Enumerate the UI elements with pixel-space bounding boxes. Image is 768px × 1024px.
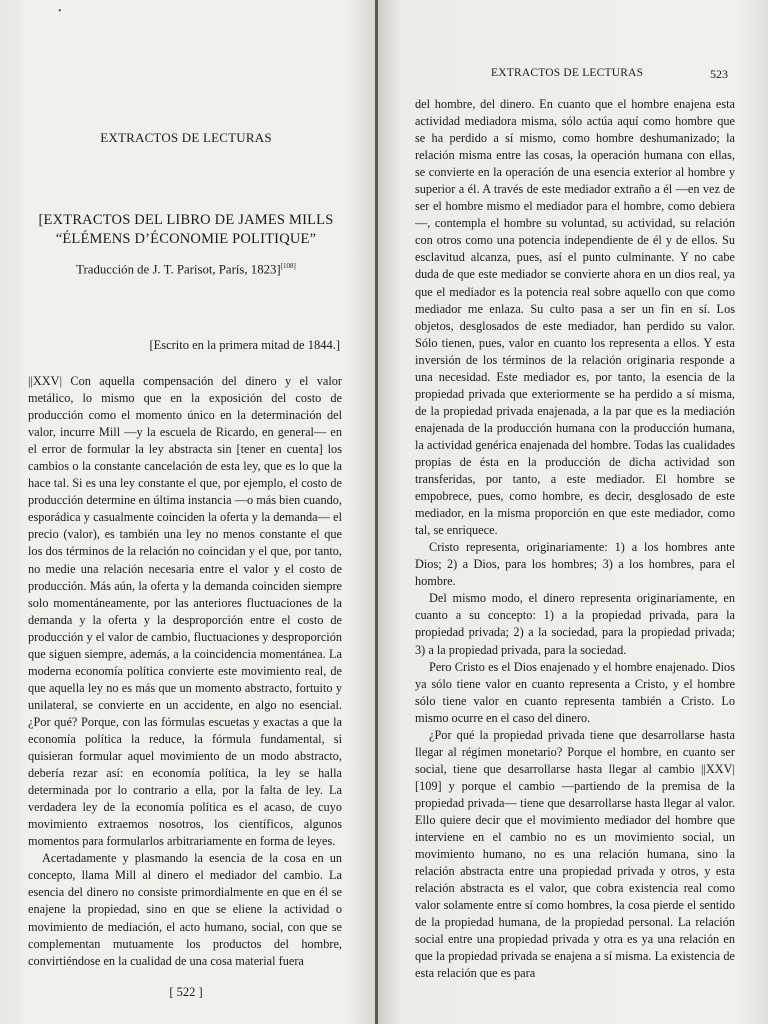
written-date-note: [Escrito en la primera mitad de 1844.] [149, 338, 340, 352]
page-title: EXTRACTOS DE LECTURAS [100, 130, 272, 145]
document-title-line-1: [EXTRACTOS DEL LIBRO DE JAMES MILLS [38, 212, 334, 228]
right-text-column [415, 96, 735, 982]
document-title-line-2: “ÉLÉMENS D’ÉCONOMIE POLITIQUE” [55, 231, 317, 247]
paragraph: Cristo representa, originariamente: 1) a los hombres ante Dios; 2) a Dios, para los hombres; 3) a los hombres, para el hombre. [415, 540, 735, 589]
paragraph: Del mismo modo, el dinero representa originariamente, en cuanto a su concepto: 1) a la propiedad privada, para la propiedad privada; 2) a la sociedad, para la propiedad privada; 3) a la propiedad privada, para la sociedad. [415, 591, 735, 657]
document-title [0, 211, 372, 249]
paragraph: Pero Cristo es el Dios enajenado y el hombre enajenado. Dios ya sólo tiene valor en cuanto representa a Cristo, y el hombre sólo tiene valor en cuanto representa también a Cristo. Lo mismo ocurre en el caso del dinero. [415, 659, 735, 725]
left-text-column [28, 373, 342, 970]
translation-note [0, 262, 372, 277]
right-page-number: 523 [710, 67, 728, 81]
left-page [0, 0, 378, 1024]
page-mark: • [58, 6, 62, 17]
footnote-marker: [108] [280, 262, 296, 270]
paragraph: ¿Por qué la propiedad privada tiene que desarrollarse hasta llegar al régimen monetario? Porque el hombre, en cuanto ser social, tiene que desarrollarse hasta llegar al cambio ||XXV| [109] y porque el cambio —partiendo de la premisa de la propiedad privada— tiene que desarrollarse hasta llegar al valor. Ello quiere decir que el movimiento mediador del hombre que interviene en el cambio no es un movimiento social, un movimiento humano, no es una relación humana, sino la relación abstracta entre una propiedad privada y otros, y esta relación abstracta es el valor, que cobra existencia real como valor solamente entre sí como hombres, la cosa pierde el sentido de la propiedad humana, de la propiedad personal. La relación social entre una propiedad privada y otra es ya una relación en que la propiedad privada se enajena a sí misma. La existencia de esta relación que es para [415, 727, 735, 981]
translation-text: Traducción de J. T. Parisot, París, 1823] [76, 262, 281, 277]
left-page-number: [ 522 ] [169, 985, 203, 999]
paragraph: Acertadamente y plasmando la esencia de la cosa en un concepto, llama Mill al dinero el mediador del cambio. La esencia del dinero no consiste primordialmente en que en él se enajene la propiedad, sino en que se eliene la actividad o movimiento de mediación, el acto humano, social, con que se complementan mutuamente los productos del hombre, convirtiéndose en la cualidad de una cosa material fuera [28, 851, 342, 968]
paragraph: ||XXV| Con aquella compensación del dinero y el valor metálico, lo mismo que en la exposición del costo de producción como el momento único en la determinación del valor, incurre Mill —y la escuela de Ricardo, en general— en el error de formular la ley abstracta sin [tener en cuenta] los cambios o la constante cancelación de esta ley, que es lo que la hace tal. Si es una ley constante el que, por ejemplo, el costo de producción determine en última instancia —o más bien cuando, esporádica y casualmente coinciden la oferta y la demanda— el precio (valor), es también una ley no menos constante el que los dos términos de la relación no coincidan y el que, por tanto, no medie una relación necesaria entre el valor y el costo de producción. Más aún, la oferta y la demanda coinciden siempre solo momentáneamente, por las anteriores fluctuaciones de la demanda y la oferta y la desproporción entre el costo de producción y el valor de cambio, fluctuaciones y desproporción que siguen siempre, además, a la coincidencia momentánea. La moderna economía política convierte este movimiento real, de que aquella ley no es más que un momento abstracto, fortuito y unilateral, se convierte en un accidente, en algo no esencial. ¿Por qué? Porque, con las fórmulas escuetas y exactas a que la economía política la reduce, la fórmula fundamental, si quisieran formular aquel movimiento de un modo abstracto, debería rezar así: en economía política, la ley se halla determinada por lo contrario a ella, por la falta de ley. La verdadera ley de la economía política es el acaso, de cuyo movimiento extraemos nosotros, los científicos, algunos momentos para formularlos arbitrariamente en forma de leyes. [28, 374, 342, 849]
right-page [378, 0, 768, 1024]
running-header: EXTRACTOS DE LECTURAS [491, 67, 644, 79]
paragraph: del hombre, del dinero. En cuanto que el hombre enajena esta actividad mediadora misma, sólo actúa aquí como hombre que se ha perdido a sí mismo, como hombre deshumanizado; la relación misma entre las cosas, la operación humana con ellas, se convierte en la operación de una esencia exterior al hombre y superior a él. A través de este mediador extraño a él —en vez de ser el hombre mismo el mediador para el hombre, como debiera—, contempla el hombre su voluntad, su actividad, su relación con otros como una potencia independiente de él y de ellos. Su esclavitud alcanza, pues, así el punto culminante. Y no cabe duda de que este mediador se convierte ahora en un dios real, ya que el mediador es la potencia real sobre aquello con que como mediador me enlaza. Su culto pasa a ser un fin en sí. Los objetos, desglosados de este mediador, han perdido su valor. Sólo tienen, pues, valor en cuanto los representa a ellos. Y esta inversión de los términos de la relación originaria responde a una necesidad. Este mediador es, por tanto, la esencia de la propiedad privada que exteriormente se ha perdido a sí misma, de la propiedad privada enajenada, a la par que es la mediación enajenada de la producción humana con la producción humana, la actividad genérica enajenada del hombre. Todas las cualidades propias de ésta en la producción de dicha actividad son transferidas, por tanto, a este mediador. El hombre se empobrece, pues, como hombre, es decir, desglosado de este mediador, en la misma proporción en que este mediador, como tal, se enriquece. [415, 97, 735, 538]
